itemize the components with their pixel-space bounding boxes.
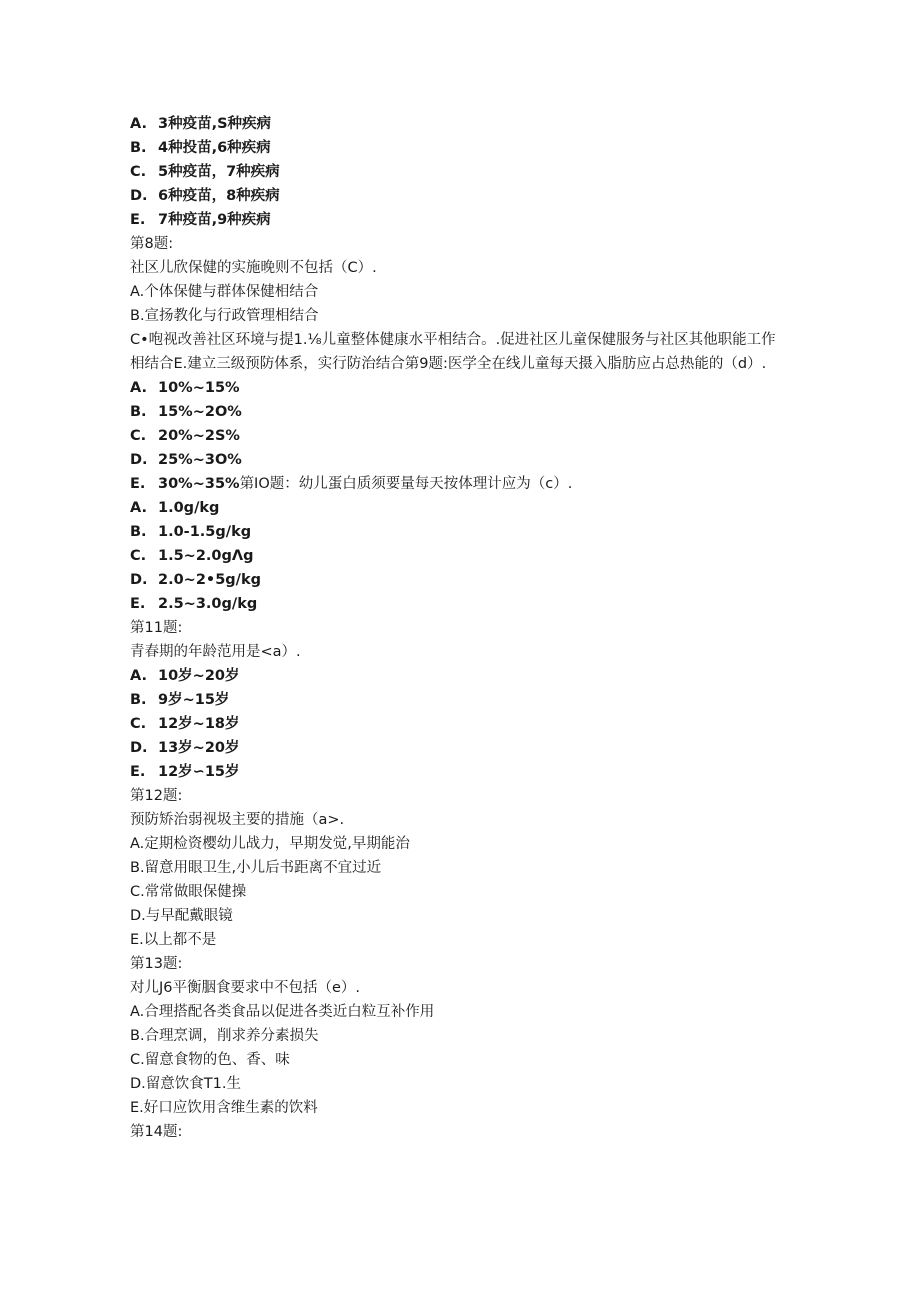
option-text: 10岁~20岁 — [158, 668, 240, 684]
option-letter: E. — [130, 764, 146, 780]
q10-option-e — [130, 592, 790, 616]
q9-option-a — [130, 376, 790, 400]
option-text: 30%~35% — [158, 476, 240, 492]
q10-option-c — [130, 544, 790, 568]
question-heading: 第14题: — [130, 1124, 183, 1140]
next-question-text: 第IO题：幼儿蛋白质须要量每天按体理计应为（c）. — [239, 476, 573, 492]
option-letter: A. — [130, 668, 147, 684]
option-letter: C. — [130, 716, 147, 732]
q13-option-a: A.合理搭配各类食品以促进各类近白粒互补作用 — [130, 1004, 435, 1020]
option-text: 4种投苗,6种疾病 — [158, 140, 271, 156]
option-text: 2.5~3.0g∕kg — [158, 596, 258, 612]
question-text: 预防矫治弱视圾主要的措施（a>. — [130, 812, 345, 828]
option-letter: B. — [130, 140, 147, 156]
q7-option-d — [130, 184, 790, 208]
option-letter: E. — [130, 596, 146, 612]
q11-option-b — [130, 688, 790, 712]
option-text: 20%~2S% — [158, 428, 240, 444]
option-text: 7种疫苗,9种疾病 — [158, 212, 271, 228]
question-text: 社区儿欣保健的实施晚则不包括（C）. — [130, 260, 377, 276]
option-text: 1.0g∕kg — [158, 500, 220, 516]
question-heading: 第12题: — [130, 788, 183, 804]
question-heading: 第13题: — [130, 956, 183, 972]
option-letter: D. — [130, 740, 148, 756]
q11-option-e — [130, 760, 790, 784]
option-letter: D. — [130, 452, 148, 468]
option-letter: E. — [130, 212, 146, 228]
option-text: 10%~15% — [158, 380, 240, 396]
question-text: 对儿J6平衡胭食要求中不包括（e）. — [130, 980, 361, 996]
option-letter: B. — [130, 524, 147, 540]
option-text: 2.0~2•5g∕kg — [158, 572, 261, 588]
option-letter: E. — [130, 476, 146, 492]
question-heading: 第11题: — [130, 620, 183, 636]
q11-option-d — [130, 736, 790, 760]
option-text: 3种疫苗,S种疾病 — [158, 116, 272, 132]
q10-option-a — [130, 496, 790, 520]
q13-option-c: C.留意食物的色、香、味 — [130, 1052, 290, 1068]
q7-option-a — [130, 112, 790, 136]
option-letter: A. — [130, 500, 147, 516]
option-text: 1.0-1.5g/kg — [158, 524, 252, 540]
q10-option-d — [130, 568, 790, 592]
option-letter: A. — [130, 116, 147, 132]
option-letter: C. — [130, 164, 147, 180]
q12-option-d: D.与早配戴眼镜 — [130, 908, 233, 924]
option-text: 12岁~18岁 — [158, 716, 240, 732]
q7-option-b — [130, 136, 790, 160]
option-text: 13岁~20岁 — [158, 740, 240, 756]
q13-option-d: D.留意饮食T1.生 — [130, 1076, 241, 1092]
option-text: 1.5~2.0gΛg — [158, 548, 254, 564]
option-letter: B. — [130, 692, 147, 708]
option-text: 9岁~15岁 — [158, 692, 230, 708]
option-letter: D. — [130, 572, 148, 588]
option-letter: A. — [130, 380, 147, 396]
q8-option-b: B.宣扬教化与行政管理相结合 — [130, 308, 319, 324]
option-letter: B. — [130, 404, 147, 420]
q7-option-e — [130, 208, 790, 232]
q12-option-e: E.以上都不是 — [130, 932, 217, 948]
option-text: 12岁∽15岁 — [158, 764, 240, 780]
q11-option-a — [130, 664, 790, 688]
option-text: 5种疫苗，7种疾病 — [158, 164, 280, 180]
option-text: 15%~2O% — [158, 404, 242, 420]
q9-option-d — [130, 448, 790, 472]
q9-option-b — [130, 400, 790, 424]
question-text: 青春期的年龄范用是<a）. — [130, 644, 301, 660]
merged-paragraph: C•咆视改善社区环境与提1.⅛儿童整体健康水平相结合。.促进社区儿童保健服务与社区其他职能工作相结合E.建立三级预防体系，实行防治结合第9题:医学全在线儿童每天摄入脂肪应占总热能的（d）. — [130, 332, 776, 372]
document-page — [130, 112, 790, 1144]
q8-option-a: A.个体保健与群体保健相结合 — [130, 284, 319, 300]
q12-option-a: A.定期检资樱幼儿战力，早期发觉,早期能治 — [130, 836, 410, 852]
option-letter: C. — [130, 428, 147, 444]
q12-option-c: C.常常做眼保健操 — [130, 884, 247, 900]
option-text-wrapper — [158, 472, 572, 496]
q11-option-c — [130, 712, 790, 736]
option-text: 6种疫苗，8种疾病 — [158, 188, 280, 204]
option-text: 25%~3O% — [158, 452, 242, 468]
q9-option-e — [130, 472, 790, 496]
q12-option-b: B.留意用眼卫生,小儿后书距离不宜过近 — [130, 860, 382, 876]
q13-option-e: E.好口应饮用含维生素的饮料 — [130, 1100, 318, 1116]
option-letter: C. — [130, 548, 147, 564]
option-letter: D. — [130, 188, 148, 204]
q10-option-b — [130, 520, 790, 544]
q9-option-c — [130, 424, 790, 448]
question-heading: 第8题: — [130, 236, 174, 252]
q7-option-c — [130, 160, 790, 184]
q13-option-b: B.合理烹调，削求养分素损失 — [130, 1028, 319, 1044]
